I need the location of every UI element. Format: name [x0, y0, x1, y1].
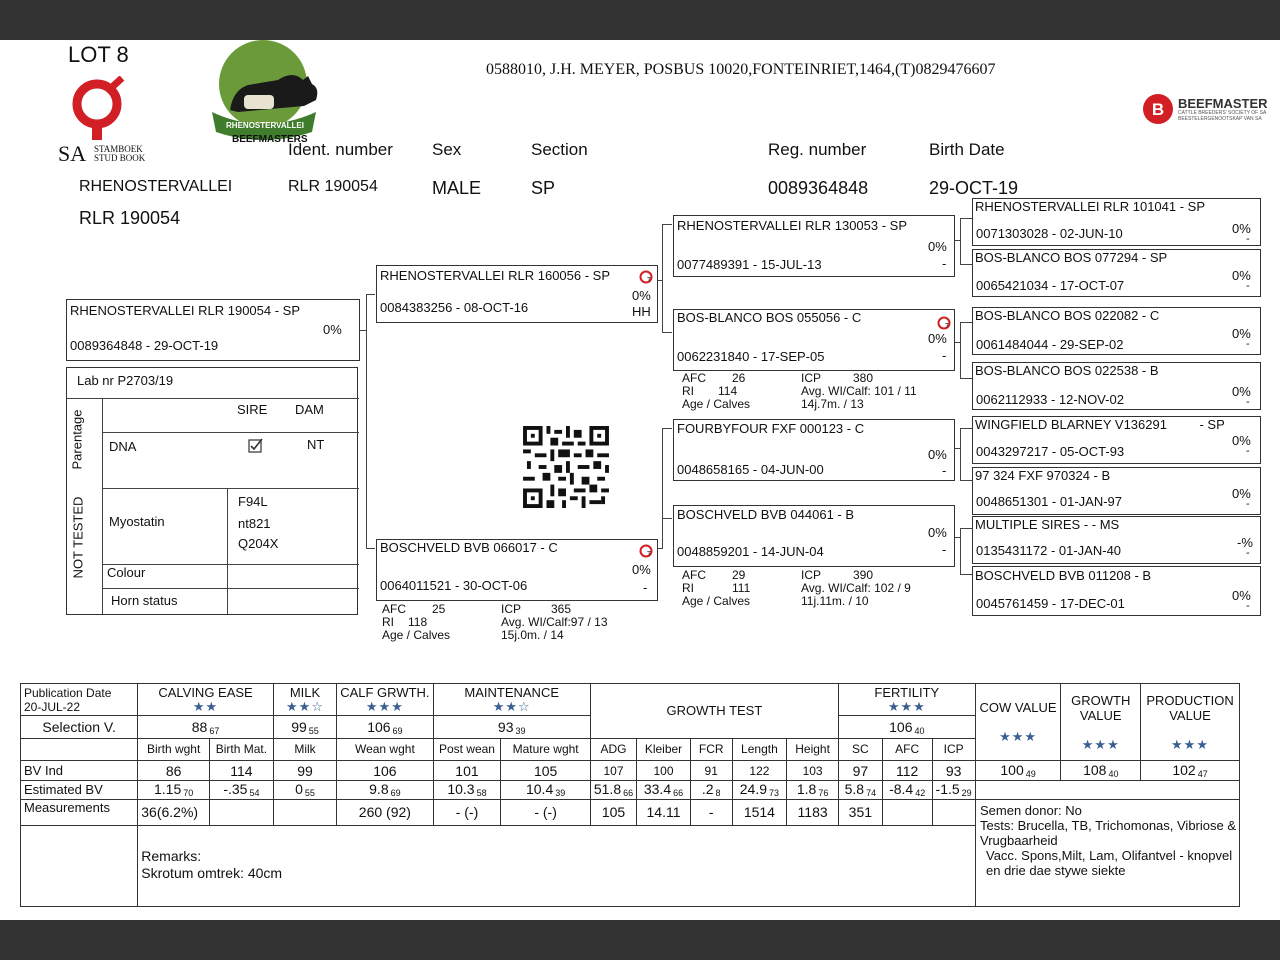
myostatin-value-1: F94L — [238, 494, 268, 509]
group-calf-growth: CALF GRWTH. — [340, 684, 430, 700]
pedigree-dam-pct: 0% — [632, 562, 651, 577]
myostatin-value-3: Q204X — [238, 536, 279, 551]
estimated-bv-cell — [433, 781, 501, 799]
milk-stars-icon: ★★☆ — [286, 698, 324, 714]
bv-index-cell — [1141, 761, 1240, 781]
animal-sex: MALE — [432, 178, 482, 198]
bv-index-value: 102 — [1172, 762, 1196, 779]
pedigree-dd-pct: 0% — [928, 525, 947, 540]
stamboek-sa: SA — [58, 141, 87, 166]
pedigree-ds-reg: 0048658165 - 04-JUN-00 — [677, 462, 824, 477]
header-birth: Birth Date — [929, 140, 1005, 159]
remarks-label: Remarks: — [141, 847, 202, 864]
svg-text:T: T — [647, 551, 652, 558]
col-header: AFC — [882, 738, 932, 760]
estimated-bv-cell — [690, 781, 732, 799]
pedigree-sire-title: RHENOSTERVALLEI RLR 160056 - SP — [380, 268, 611, 283]
bv-index-value: 108 — [1083, 762, 1107, 779]
horn-label: Horn status — [111, 593, 178, 608]
pedigree-g6-pct: 0% — [1232, 486, 1251, 501]
stamboek-text: STAMBOEK STUD BOOK — [94, 144, 146, 163]
group-cow-value: COW VALUE — [979, 700, 1057, 715]
group-milk: MILK — [289, 684, 321, 700]
measurement-cell: 1514 — [732, 799, 787, 825]
estimated-bv-acc: 66 — [673, 788, 684, 799]
estimated-bv-acc: 39 — [555, 788, 566, 799]
pedigree-g1-title: RHENOSTERVALLEI RLR 101041 - SP — [975, 199, 1206, 214]
rhenostervallei-sub: BEEFMASTERS — [232, 134, 308, 145]
col-header: Wean wght — [337, 738, 433, 760]
estimated-bv-value: 5.8 — [844, 781, 865, 798]
vaccination-text: Vacc. Spons,Milt, Lam, Olifantvel - knopvel en drie dae stywe siekte — [986, 848, 1233, 878]
pedigree-sire-reg: 0084383256 - 08-OCT-16 — [380, 300, 529, 315]
pedigree-g7-reg: 0135431172 - 01-JAN-40 — [976, 543, 1122, 558]
pedigree-g3-reg: 0061484044 - 29-SEP-02 — [976, 337, 1124, 352]
col-header: Mature wght — [501, 738, 590, 760]
estimated-bv-value: 0 — [295, 781, 303, 798]
bv-ind-cell: 97 — [838, 761, 882, 781]
group-fertility: FERTILITY — [874, 684, 940, 700]
pedigree-g6-extra: - — [1246, 498, 1250, 510]
estimated-bv-acc: 74 — [866, 788, 877, 799]
estimated-bv-acc: 55 — [304, 788, 315, 799]
lot-label: LOT 8 — [68, 42, 129, 67]
header-section: Section — [531, 140, 588, 159]
group-maintenance: MAINTENANCE — [464, 684, 560, 700]
sel-maint: 93 — [497, 718, 514, 735]
sel-calving-acc: 67 — [209, 725, 220, 736]
estimated-bv-value: 1.15 — [154, 781, 182, 798]
bv-ind-cell: 91 — [690, 761, 732, 781]
pedigree-g8-reg: 0045761459 - 17-DEC-01 — [976, 596, 1125, 611]
myostatin-label: Myostatin — [109, 514, 165, 529]
pedigree-g4-box — [972, 362, 1261, 410]
estimated-bv-cell — [932, 781, 975, 799]
col-header: FCR — [690, 738, 732, 760]
pedigree-self-pct: 0% — [323, 322, 342, 337]
pedigree-sd-box — [673, 309, 955, 371]
pedigree-dd-extra: - — [942, 542, 947, 557]
genomic-icon — [639, 270, 653, 284]
lab-nr: Lab nr P2703/19 — [77, 373, 174, 388]
pedigree-sire-extra: HH — [632, 304, 651, 319]
col-header: Post wean — [433, 738, 501, 760]
bv-index-acc: 40 — [1108, 769, 1119, 780]
sel-calf-acc: 69 — [392, 725, 403, 736]
cow-stars-icon: ★★★ — [999, 729, 1038, 744]
bv-ind-cell: 99 — [273, 761, 336, 781]
fert-stars-icon: ★★★ — [887, 698, 926, 714]
qr-code-icon — [522, 426, 610, 508]
pedigree-g1-extra: - — [1246, 233, 1250, 245]
svg-text:B: B — [1151, 100, 1165, 119]
pedigree-g3-title: BOS-BLANCO BOS 022082 - C — [975, 308, 1160, 323]
group-production-value: PRODUCTION VALUE — [1146, 692, 1234, 723]
beefmaster-logo-icon — [1142, 93, 1174, 125]
genomic-icon — [639, 544, 653, 558]
dam-stats: AFC 25 RI 118 Age / Calves — [382, 602, 451, 642]
bv-ind-cell: 122 — [732, 761, 787, 781]
estimated-bv-cell — [590, 781, 636, 799]
pedigree-dam-title: BOSCHVELD BVB 066017 - C — [380, 540, 558, 555]
estimated-bv-cell — [273, 781, 336, 799]
calf-stars-icon: ★★★ — [365, 698, 404, 714]
pedigree-g5-reg: 0043297217 - 05-OCT-93 — [976, 444, 1125, 459]
bv-ind-cell: 100 — [637, 761, 691, 781]
breeder-line: 0588010, J.H. MEYER, POSBUS 10020,FONTEINRIET,1464,(T)0829476607 — [486, 61, 996, 78]
pedigree-g5-extra: - — [1246, 445, 1250, 457]
col-header: Height — [787, 738, 839, 760]
remarks-text: Skrotum omtrek: 40cm — [141, 864, 283, 881]
top-bar — [0, 0, 1280, 40]
pedigree-self-box — [66, 299, 360, 361]
pedigree-sd-pct: 0% — [928, 331, 947, 346]
estimated-bv-cell — [787, 781, 839, 799]
bv-ind-label: BV Ind — [21, 761, 138, 781]
measurement-cell: 36(6.2%) — [138, 799, 210, 825]
pedigree-g6-reg: 0048651301 - 01-JAN-97 — [976, 494, 1122, 509]
pedigree-dd-reg: 0048859201 - 14-JUN-04 — [677, 544, 824, 559]
selection-label: Selection V. — [21, 716, 138, 738]
dd-stats: AFC 29 RI 111 Age / Calves — [682, 568, 751, 608]
estimated-bv-value: 9.8 — [369, 781, 389, 798]
animal-reg: 0089364848 — [768, 178, 869, 198]
pedigree-g6-box — [972, 467, 1261, 515]
pedigree-g8-box — [972, 566, 1261, 616]
measurement-cell: 105 — [590, 799, 636, 825]
calving-stars-icon: ★★ — [192, 698, 219, 714]
parentage-label: Parentage — [69, 409, 85, 470]
estimated-bv-value: -.35 — [223, 781, 248, 798]
pedigree-ss-reg: 0077489391 - 15-JUL-13 — [677, 257, 822, 272]
bv-index-cell — [1061, 761, 1141, 781]
pedigree-sd-title: BOS-BLANCO BOS 055056 - C — [677, 310, 862, 325]
pedigree-dd-box — [673, 505, 955, 567]
bv-ind-cell: 107 — [590, 761, 636, 781]
pedigree-dam-extra: - — [643, 580, 648, 595]
estimated-bv-cell — [732, 781, 787, 799]
measurement-cell: 260 (92) — [337, 799, 433, 825]
estimated-bv-cell — [337, 781, 433, 799]
measurement-cell: 14.11 — [637, 799, 691, 825]
measurement-cell — [882, 799, 932, 825]
estimated-bv-value: 33.4 — [643, 781, 672, 798]
estimated-bv-value: 24.9 — [739, 781, 768, 798]
col-header: Birth Mat. — [210, 738, 274, 760]
estimated-bv-acc: 76 — [818, 788, 829, 799]
animal-name-1: RHENOSTERVALLEI — [79, 178, 233, 195]
estimated-bv-acc: 66 — [623, 788, 634, 799]
estimated-bv-cell — [210, 781, 274, 799]
pedigree-g2-reg: 0065421034 - 17-OCT-07 — [976, 278, 1125, 293]
sel-fert: 106 — [889, 718, 913, 735]
pedigree-g8-pct: 0% — [1232, 588, 1251, 603]
pedigree-g4-extra: - — [1246, 396, 1250, 408]
pedigree-sd-reg: 0062231840 - 17-SEP-05 — [677, 349, 825, 364]
sel-calf: 106 — [367, 718, 391, 735]
prod-stars-icon: ★★★ — [1171, 736, 1209, 752]
header-sex: Sex — [432, 140, 462, 159]
bv-ind-cell: 86 — [138, 761, 210, 781]
estimated-bv-value: -8.4 — [889, 781, 914, 798]
measurement-cell: - (-) — [501, 799, 590, 825]
sd-stats-right: ICP 380 Avg. WI/Calf: 101 / 11 14j.7m. / 13 — [801, 371, 917, 411]
pedigree-g4-reg: 0062112933 - 12-NOV-02 — [976, 392, 1124, 407]
bottom-bar — [0, 920, 1280, 960]
estimated-bv-value: .2 — [701, 781, 714, 798]
group-growth-test: GROWTH TEST — [590, 684, 838, 739]
estimated-bv-value: -1.5 — [935, 781, 960, 798]
col-header: Kleiber — [637, 738, 691, 760]
gv-stars-icon: ★★★ — [1081, 736, 1120, 752]
estimated-bv-value: 51.8 — [593, 781, 622, 798]
pedigree-sire-box — [376, 265, 658, 323]
pedigree-g3-box — [972, 307, 1261, 355]
pedigree-g2-pct: 0% — [1232, 268, 1251, 283]
pedigree-g3-pct: 0% — [1232, 326, 1251, 341]
group-growth-value: GROWTH VALUE — [1071, 692, 1131, 723]
estimated-bv-value: 10.4 — [525, 781, 554, 798]
pedigree-sd-extra: - — [942, 348, 947, 363]
pedigree-g4-title: BOS-BLANCO BOS 022538 - B — [975, 363, 1159, 378]
dd-stats-right: ICP 390 Avg. WI/Calf: 102 / 9 11j.11m. / 10 — [801, 568, 911, 608]
sel-maint-acc: 39 — [515, 725, 526, 736]
pedigree-g2-box — [972, 249, 1261, 297]
sd-stats: AFC 26 RI 114 Age / Calves — [682, 371, 751, 411]
bv-index-cell — [975, 761, 1061, 781]
col-header: Birth wght — [138, 738, 210, 760]
estimated-bv-cell — [838, 781, 882, 799]
estimated-bv-acc: 73 — [769, 788, 780, 799]
publication-date-label: Publication Date — [24, 685, 112, 700]
animal-birth: 29-OCT-19 — [929, 178, 1019, 198]
genomic-icon — [937, 316, 951, 330]
colour-label: Colour — [107, 565, 146, 580]
measurement-cell — [273, 799, 336, 825]
pedigree-self-title: RHENOSTERVALLEI RLR 190054 - SP — [70, 303, 301, 318]
pedigree-g2-title: BOS-BLANCO BOS 077294 - SP — [975, 250, 1168, 265]
estimated-bv-label: Estimated BV — [21, 781, 138, 799]
pedigree-dam-reg: 0064011521 - 30-OCT-06 — [380, 578, 528, 593]
estimated-bv-cell — [138, 781, 210, 799]
pedigree-dam-box — [376, 539, 658, 601]
svg-text:T: T — [945, 323, 950, 330]
pedigree-self-reg: 0089364848 - 29-OCT-19 — [70, 338, 219, 353]
bv-index-acc: 49 — [1025, 769, 1036, 780]
not-tested-label: NOT TESTED — [70, 496, 86, 579]
pedigree-g5-title: WINGFIELD BLARNEY V136291 - SP — [975, 417, 1225, 432]
estimated-bv-acc: 70 — [183, 788, 194, 799]
measurement-cell: 351 — [838, 799, 882, 825]
estimated-bv-value: 10.3 — [447, 781, 475, 798]
pedigree-ds-pct: 0% — [928, 447, 947, 462]
bv-ind-cell: 114 — [210, 761, 274, 781]
publication-date: 20-JUL-22 — [24, 699, 81, 714]
measurement-cell — [932, 799, 975, 825]
estimated-bv-acc: 8 — [715, 788, 721, 799]
pedigree-ds-extra: - — [942, 463, 947, 478]
pedigree-ss-pct: 0% — [928, 239, 947, 254]
col-header: Length — [732, 738, 787, 760]
measurements-label: Measurements — [21, 799, 138, 825]
dna-label: DNA — [109, 439, 137, 454]
header-ident: Ident. number — [288, 140, 393, 159]
stamboek-logo — [64, 76, 134, 144]
beefmaster-sub: CATTLE BREEDERS' SOCIETY OF SA BEESTELERGENOOTSKAP VAN SA — [1178, 110, 1267, 122]
pedigree-ds-title: FOURBYFOUR FXF 000123 - C — [677, 421, 865, 436]
estimated-bv-value: 1.8 — [796, 781, 817, 798]
measurement-cell: - (-) — [433, 799, 501, 825]
dna-dam-value: NT — [307, 437, 325, 452]
checkbox-checked-icon — [248, 438, 264, 454]
col-header: SC — [838, 738, 882, 760]
sel-milk-acc: 55 — [308, 725, 319, 736]
estimated-bv-acc: 58 — [476, 788, 487, 799]
pedigree-sire-pct: 0% — [632, 288, 651, 303]
col-header: ADG — [590, 738, 636, 760]
estimated-bv-cell — [882, 781, 932, 799]
sel-calving: 88 — [191, 718, 208, 735]
measurement-cell: - — [690, 799, 732, 825]
pedigree-g6-title: 97 324 FXF 970324 - B — [975, 468, 1111, 483]
lab-dam-header: DAM — [295, 402, 324, 417]
pedigree-g2-extra: - — [1246, 280, 1250, 292]
notes-block — [980, 803, 1238, 878]
pedigree-ss-box — [673, 215, 955, 277]
bv-ind-cell: 105 — [501, 761, 590, 781]
pedigree-ds-box — [673, 419, 955, 481]
dam-stats-right: ICP 365 Avg. WI/Calf:97 / 13 15j.0m. / 14 — [501, 602, 608, 642]
estimated-bv-cell — [501, 781, 590, 799]
lab-panel — [66, 367, 358, 615]
pedigree-g8-title: BOSCHVELD BVB 011208 - B — [975, 568, 1152, 583]
pedigree-g7-box — [972, 516, 1261, 564]
pedigree-g1-reg: 0071303028 - 02-JUN-10 — [976, 226, 1123, 241]
pedigree-g5-box — [972, 416, 1261, 464]
animal-section: SP — [531, 178, 556, 198]
estimated-bv-acc: 69 — [390, 788, 401, 799]
semen-donor: Semen donor: No — [980, 803, 1082, 818]
animal-ident: RLR 190054 — [288, 178, 378, 195]
bv-index-value: 100 — [1000, 762, 1024, 779]
col-header: ICP — [932, 738, 975, 760]
measurement-cell — [210, 799, 274, 825]
group-calving-ease: CALVING EASE — [158, 684, 253, 700]
bv-ind-cell: 93 — [932, 761, 975, 781]
empty-cell — [21, 738, 138, 760]
sel-fert-acc: 40 — [914, 725, 925, 736]
pedigree-g7-title: MULTIPLE SIRES - - MS — [975, 517, 1120, 532]
beefmaster-name: BEEFMASTER — [1178, 96, 1268, 111]
empty-cell — [975, 781, 1239, 799]
estimated-bv-acc: 42 — [915, 788, 926, 799]
estimated-bv-acc: 29 — [961, 788, 972, 799]
estimated-bv-acc: 54 — [249, 788, 260, 799]
myostatin-value-2: nt821 — [238, 516, 271, 531]
pedigree-g1-pct: 0% — [1232, 221, 1251, 236]
estimated-bv-cell — [637, 781, 691, 799]
svg-text:RHENOSTERVALLEI: RHENOSTERVALLEI — [226, 121, 304, 130]
pedigree-g7-extra: - — [1246, 547, 1250, 559]
pedigree-dd-title: BOSCHVELD BVB 044061 - B — [677, 507, 855, 522]
pedigree-g7-pct: -% — [1237, 535, 1253, 550]
pedigree-g1-box — [972, 198, 1261, 246]
header-reg: Reg. number — [768, 140, 867, 159]
pedigree-ss-title: RHENOSTERVALLEI RLR 130053 - SP — [677, 218, 908, 233]
bv-ind-cell: 106 — [337, 761, 433, 781]
empty-cell — [21, 825, 138, 906]
svg-text:T: T — [647, 277, 652, 284]
lab-sire-header: SIRE — [237, 402, 268, 417]
pedigree-g3-extra: - — [1246, 338, 1250, 350]
pedigree-g4-pct: 0% — [1232, 384, 1251, 399]
measurement-cell: 1183 — [787, 799, 839, 825]
bv-index-acc: 47 — [1197, 769, 1208, 780]
pedigree-g8-extra: - — [1246, 600, 1250, 612]
animal-name-2: RLR 190054 — [79, 208, 181, 228]
rhenostervallei-logo — [208, 40, 330, 148]
pedigree-ss-extra: - — [942, 256, 947, 271]
sel-milk: 99 — [291, 718, 307, 735]
bv-ind-cell: 112 — [882, 761, 932, 781]
col-header: Milk — [273, 738, 336, 760]
bv-ind-cell: 103 — [787, 761, 839, 781]
tests-text: Tests: Brucella, TB, Trichomonas, Vibriose & Vrugbaarheid — [980, 818, 1237, 848]
maint-stars-icon: ★★☆ — [492, 698, 531, 714]
pedigree-g5-pct: 0% — [1232, 433, 1251, 448]
bv-ind-cell: 101 — [433, 761, 501, 781]
